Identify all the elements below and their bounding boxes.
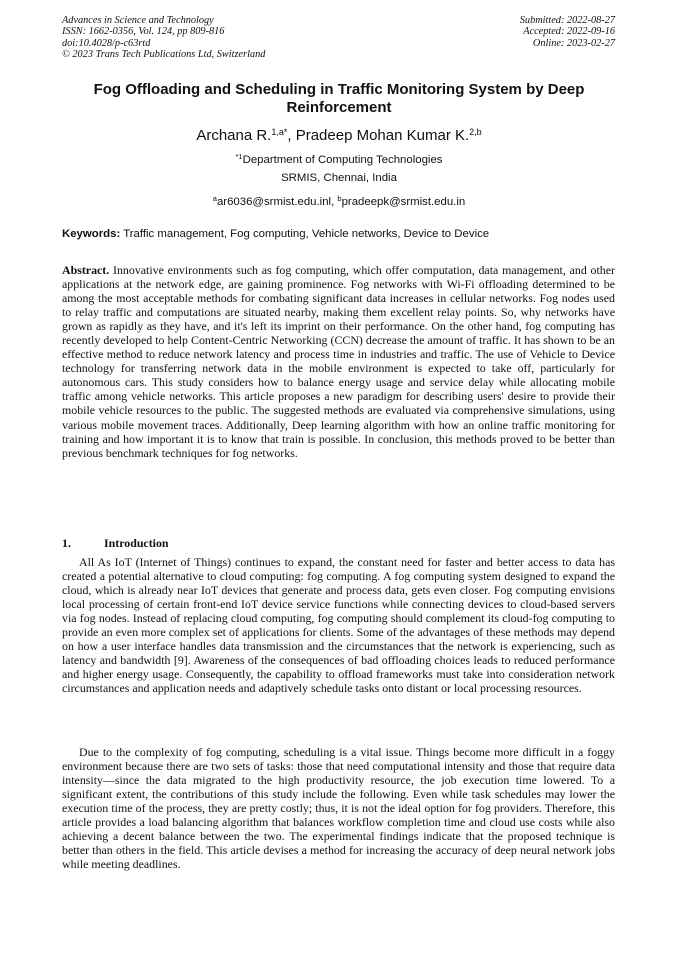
journal-name: Advances in Science and Technology: [62, 15, 214, 26]
email-line: [62, 192, 616, 209]
issn-line: ISSN: 1662-0356, Vol. 124, pp 809-816: [62, 26, 225, 38]
online-date: Online: 2023-02-27: [532, 37, 615, 49]
abstract-label: Abstract.: [62, 263, 110, 277]
abstract: [62, 263, 615, 460]
author-1: Archana R.: [196, 127, 272, 144]
intro-paragraph-1: All As IoT (Internet of Things) continues to expand, the constant need for faster and better access to data has created a potential alternative to cloud computing: fog computing. A fog computing system designed to expand the cloud, which is already near IoT devices that generate and process data, gets even closer. Fog computing envisions local processing of certain front-end IoT device service functions while connecting devices to cloud-based servers via fog nodes. Instead of replacing cloud computing, fog computing should complement its cloud-fog computing to provide an even more complex set of applications for clients. Some of the advantages of these methods may depend on how a user interface handles data transmission and the circumstances that the network is experiencing, such as latency and bandwidth [9]. Awareness of the consequences of bad offloading choices leads to reduced performance and higher energy usage. Consequently, the capability to offload frameworks must take into consideration network circumstances and application needs and adaptively schedule tasks onto distant or local processing resources.: [62, 555, 615, 696]
author-1-sup: 1,a*: [271, 127, 288, 137]
author-2: Pradeep Mohan Kumar K.: [295, 127, 470, 144]
email-a-sup: a: [212, 194, 217, 203]
author-line: [62, 123, 616, 145]
dates-header: [520, 15, 615, 49]
section-heading: [62, 536, 169, 550]
copyright-line: © 2023 Trans Tech Publications Ltd, Switzerland: [62, 49, 266, 61]
keywords-label: Keywords:: [62, 228, 121, 240]
accepted-date: Accepted: 2022-09-16: [523, 26, 615, 38]
author-2-sup: 2,b: [469, 127, 482, 137]
email-b-sup: b: [337, 194, 342, 203]
email-b: pradeepk@srmist.edu.in: [341, 196, 466, 208]
abstract-text: Innovative environments such as fog computing, which offer computation, data management, and other applications at the network edge, are gaining prominence. Fog networks with Wi-Fi offloading determined to be among the most acceptable methods for combating significant data increases in cellular networks. Fog nodes used to relay traffic and computations are situated nearby, making them excellent relay points. So, why networks have grown as rapidly as they have, and it's left its imprint on their performance. On the other hand, fog computing has recently developed to help Content-Centric Networking (CCN) decrease the amount of traffic. It has shown to be an effective method to reduce network latency and process time in industries and traffic. The use of Vehicle to Device technology for transferring network data in the mobile environment is expected to take off, particularly for autonomous cars. This study considers how to balance energy usage and service delay while allocating mobile traffic among vehicle networks. This article proposes a new paradigm for describing users' desire to provide their mobile vehicle resources to the public. The suggested methods are evaluated via comprehensive simulations, using various mobile movement traces. Additionally, Deep learning algorithm with how an online traffic monitoring for training and how important it is to know that train is possible. In conclusion, this methods proved to be better than previous benchmark techniques for fog networks.: [62, 263, 615, 460]
section-title: Introduction: [104, 536, 169, 550]
email-a: ar6036@srmist.edu.inl,: [216, 196, 338, 208]
dept-sup: *1: [235, 152, 243, 161]
section-number: 1.: [62, 536, 71, 550]
intro-paragraph-2: Due to the complexity of fog computing, scheduling is a vital issue. Things become more difficult in a foggy environment because there are two sets of tasks: those that need computational intensity and those that require data intensity—since the data migrated to the high productivity resource, the job execution time lowered. To a significant extent, the contributions of this study include the following. Even while task schedules may lower the execution time of the process, they are pretty costly; thus, it is not the ideal option for fog providers. Therefore, this article provides a load balancing algorithm that balances workflow completion time and cloud use costs while also achieving a decent balance between the two. The experimental findings indicate that the proposed technique is better than others in the field. This article devises a method for increasing the accuracy of deep neural network jobs while meeting deadlines.: [62, 745, 615, 872]
keywords: [62, 227, 616, 241]
affiliation-dept: [62, 150, 616, 167]
doi-line: doi:10.4028/p-c63rtd: [62, 37, 151, 49]
journal-header: [62, 15, 265, 61]
keywords-text: Traffic management, Fog computing, Vehicle networks, Device to Device: [120, 228, 490, 240]
submitted-date: Submitted: 2022-08-27: [519, 15, 615, 26]
affiliation-institution: SRMIS, Chennai, India: [281, 172, 397, 184]
author-separator: ,: [287, 127, 296, 144]
dept-name: Department of Computing Technologies: [242, 154, 443, 166]
paper-title: Fog Offloading and Scheduling in Traffic Monitoring System by Deep Reinforcement: [93, 81, 585, 116]
